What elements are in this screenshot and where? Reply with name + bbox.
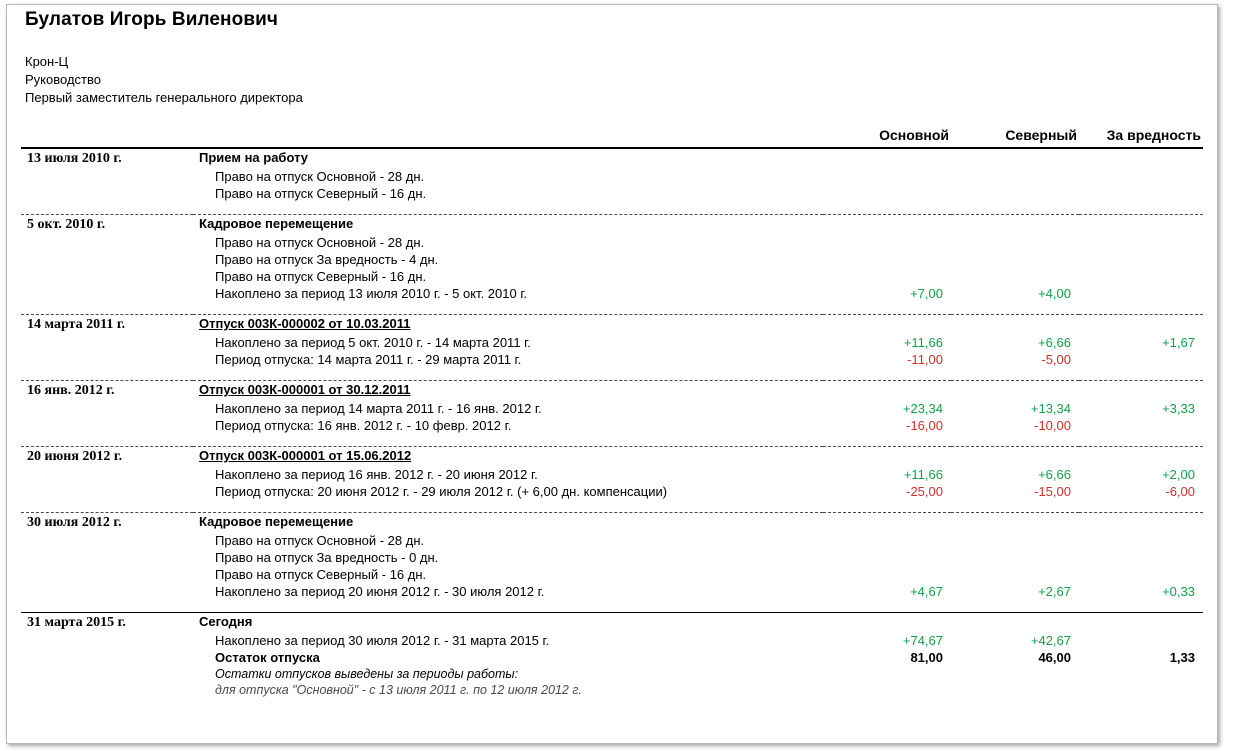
row-main: [823, 234, 951, 251]
row-north: +6,66: [1038, 467, 1071, 482]
row-north: [951, 613, 1079, 633]
row-main: [823, 549, 951, 566]
row-line-text: Право на отпуск Северный - 16 дн.: [215, 269, 427, 284]
row-harm: [1079, 215, 1203, 235]
row-main: -16,00: [906, 418, 943, 433]
row-line-text: Право на отпуск Основной - 28 дн.: [215, 235, 425, 250]
row-date: 14 марта 2011 г.: [21, 315, 193, 335]
row-date: 20 июня 2012 г.: [21, 447, 193, 467]
row-line-text: Накоплено за период 14 марта 2011 г. - 16 янв. 2012 г.: [215, 401, 542, 416]
row-main: -25,00: [906, 484, 943, 499]
row-spacer: [21, 368, 1203, 381]
row-main: -11,00: [907, 352, 943, 367]
row-line-text: Право на отпуск Основной - 28 дн.: [215, 533, 425, 548]
row-main: [823, 268, 951, 285]
row-north: -15,00: [1034, 484, 1071, 499]
row-harm: +0,33: [1162, 584, 1195, 599]
row-harm: +3,33: [1162, 401, 1195, 416]
row-harm: [1079, 234, 1203, 251]
note-text: Остатки отпусков выведены за периоды работы:: [215, 667, 519, 681]
row-main: +4,67: [910, 584, 943, 599]
meta-position: Первый заместитель генерального директора: [25, 90, 303, 105]
row-north: -10,00: [1034, 418, 1071, 433]
row-harm: [1079, 168, 1203, 185]
row-line-text: Период отпуска: 20 июня 2012 г. - 29 июля 2012 г. (+ 6,00 дн. компенсации): [215, 484, 668, 499]
row-north: [951, 148, 1079, 168]
row-line-text: Накоплено за период 20 июня 2012 г. - 30 июля 2012 г.: [215, 584, 545, 599]
row-main: [823, 215, 951, 235]
row-date: 5 окт. 2010 г.: [21, 215, 193, 235]
row-line-text: Право на отпуск За вредность - 0 дн.: [215, 550, 439, 565]
row-harm: [1079, 417, 1203, 434]
row-line-text: Накоплено за период 13 июля 2010 г. - 5 окт. 2010 г.: [215, 286, 528, 301]
row-main: +23,34: [902, 401, 943, 416]
page-fade: [7, 742, 1217, 744]
row-event-title: Кадровое перемещение: [193, 513, 823, 533]
table-row: [21, 483, 1203, 500]
row-harm: +2,00: [1162, 467, 1195, 482]
row-harm: [1079, 566, 1203, 583]
col-description: [193, 127, 823, 148]
table-header: [21, 127, 1203, 148]
table-row: [21, 466, 1203, 483]
row-harm: [1079, 532, 1203, 549]
row-event-title: Отпуск 003К-000002 от 10.03.2011: [193, 315, 823, 335]
row-main: +7,00: [910, 286, 943, 301]
row-line-text: Накоплено за период 16 янв. 2012 г. - 20 июня 2012 г.: [215, 467, 538, 482]
row-north: [951, 549, 1079, 566]
table-row-note: [21, 666, 1203, 682]
row-north: [951, 381, 1079, 401]
meta-org: Крон-Ц: [25, 54, 69, 69]
row-north: -5,00: [1041, 352, 1071, 367]
col-harm: За вредность: [1079, 127, 1203, 148]
row-line-text: Право на отпуск За вредность - 4 дн.: [215, 252, 439, 267]
row-main: [823, 381, 951, 401]
table-row: [21, 549, 1203, 566]
row-date: 30 июля 2012 г.: [21, 513, 193, 533]
row-harm: [1079, 447, 1203, 467]
row-harm: [1079, 513, 1203, 533]
table-row: [21, 400, 1203, 417]
row-main: +11,66: [903, 467, 943, 482]
table-row-note: [21, 682, 1203, 698]
page-title: Булатов Игорь Виленович: [25, 9, 279, 30]
row-harm: 1,33: [1169, 650, 1195, 665]
row-main: +74,67: [902, 633, 943, 648]
table-row: [21, 566, 1203, 583]
row-spacer: [21, 600, 1203, 613]
col-date: [21, 127, 193, 148]
row-north: [951, 215, 1079, 235]
row-spacer: [21, 302, 1203, 315]
table-row: [21, 513, 1203, 533]
row-date: 16 янв. 2012 г.: [21, 381, 193, 401]
row-line-text: Накоплено за период 5 окт. 2010 г. - 14 марта 2011 г.: [215, 335, 531, 350]
row-north: [951, 566, 1079, 583]
employee-meta: [25, 53, 1205, 107]
row-date: 13 июля 2010 г.: [21, 148, 193, 168]
row-main: 81,00: [910, 650, 943, 665]
row-north: [951, 447, 1079, 467]
row-harm: [1079, 381, 1203, 401]
row-line-text: Право на отпуск Основной - 28 дн.: [215, 169, 425, 184]
row-date: 31 марта 2015 г.: [21, 613, 193, 633]
table-row-balance: [21, 649, 1203, 666]
vacation-table: [21, 127, 1203, 698]
table-row: [21, 583, 1203, 600]
row-spacer: [21, 434, 1203, 447]
row-main: [823, 251, 951, 268]
row-main: [823, 447, 951, 467]
row-harm: [1079, 185, 1203, 202]
row-main: [823, 315, 951, 335]
table-row: [21, 315, 1203, 335]
row-harm: [1079, 251, 1203, 268]
row-main: +11,66: [903, 335, 943, 350]
row-event-title: Отпуск 003К-000001 от 15.06.2012: [193, 447, 823, 467]
row-main: [823, 566, 951, 583]
row-north: +42,67: [1030, 633, 1071, 648]
col-main: Основной: [823, 127, 951, 148]
document-sheet: [6, 4, 1218, 744]
row-harm: [1079, 351, 1203, 368]
row-main: [823, 148, 951, 168]
table-row: [21, 285, 1203, 302]
row-harm: +1,67: [1162, 335, 1195, 350]
table-body: [21, 148, 1203, 698]
row-line-text: Право на отпуск Северный - 16 дн.: [215, 567, 427, 582]
row-harm: [1079, 632, 1203, 649]
row-north: [951, 532, 1079, 549]
row-north: 46,00: [1038, 650, 1071, 665]
note-text: для отпуска "Основной" - с 13 июля 2011 г. по 12 июля 2012 г.: [215, 683, 582, 697]
table-row: [21, 168, 1203, 185]
row-north: +6,66: [1038, 335, 1071, 350]
row-main: [823, 168, 951, 185]
row-harm: [1079, 549, 1203, 566]
row-line-text: Право на отпуск Северный - 16 дн.: [215, 186, 427, 201]
table-row: [21, 417, 1203, 434]
table-row: [21, 381, 1203, 401]
row-harm: [1079, 268, 1203, 285]
row-main: [823, 185, 951, 202]
row-north: [951, 185, 1079, 202]
table-row: [21, 447, 1203, 467]
table-row: [21, 215, 1203, 235]
row-harm: -6,00: [1165, 484, 1195, 499]
row-line-text: Остаток отпуска: [215, 650, 320, 665]
table-row-today: [21, 613, 1203, 633]
table-row: [21, 351, 1203, 368]
meta-department: Руководство: [25, 72, 101, 87]
row-north: [951, 315, 1079, 335]
row-event-title: Сегодня: [193, 613, 823, 633]
row-event-title: Кадровое перемещение: [193, 215, 823, 235]
document-body: [7, 5, 1217, 698]
row-event-title: Прием на работу: [193, 148, 823, 168]
row-line-text: Период отпуска: 14 марта 2011 г. - 29 марта 2011 г.: [215, 352, 522, 367]
row-north: [951, 234, 1079, 251]
row-main: [823, 532, 951, 549]
table-row: [21, 185, 1203, 202]
row-spacer: [21, 202, 1203, 215]
row-north: [951, 168, 1079, 185]
table-row: [21, 532, 1203, 549]
row-spacer: [21, 500, 1203, 513]
row-north: +2,67: [1038, 584, 1071, 599]
table-row: [21, 334, 1203, 351]
row-main: [823, 513, 951, 533]
table-row: [21, 251, 1203, 268]
row-line-text: Период отпуска: 16 янв. 2012 г. - 10 февр. 2012 г.: [215, 418, 512, 433]
row-harm: [1079, 315, 1203, 335]
row-harm: [1079, 285, 1203, 302]
row-north: [951, 513, 1079, 533]
table-row-accrued: [21, 632, 1203, 649]
row-harm: [1079, 613, 1203, 633]
row-north: +4,00: [1038, 286, 1071, 301]
row-north: +13,34: [1030, 401, 1071, 416]
col-north: Северный: [951, 127, 1079, 148]
row-event-title: Отпуск 003К-000001 от 30.12.2011: [193, 381, 823, 401]
row-north: [951, 268, 1079, 285]
table-row: [21, 234, 1203, 251]
table-row: [21, 148, 1203, 168]
row-main: [823, 613, 951, 633]
row-line-text: Накоплено за период 30 июля 2012 г. - 31 марта 2015 г.: [215, 633, 550, 648]
table-row: [21, 268, 1203, 285]
row-north: [951, 251, 1079, 268]
row-harm: [1079, 148, 1203, 168]
